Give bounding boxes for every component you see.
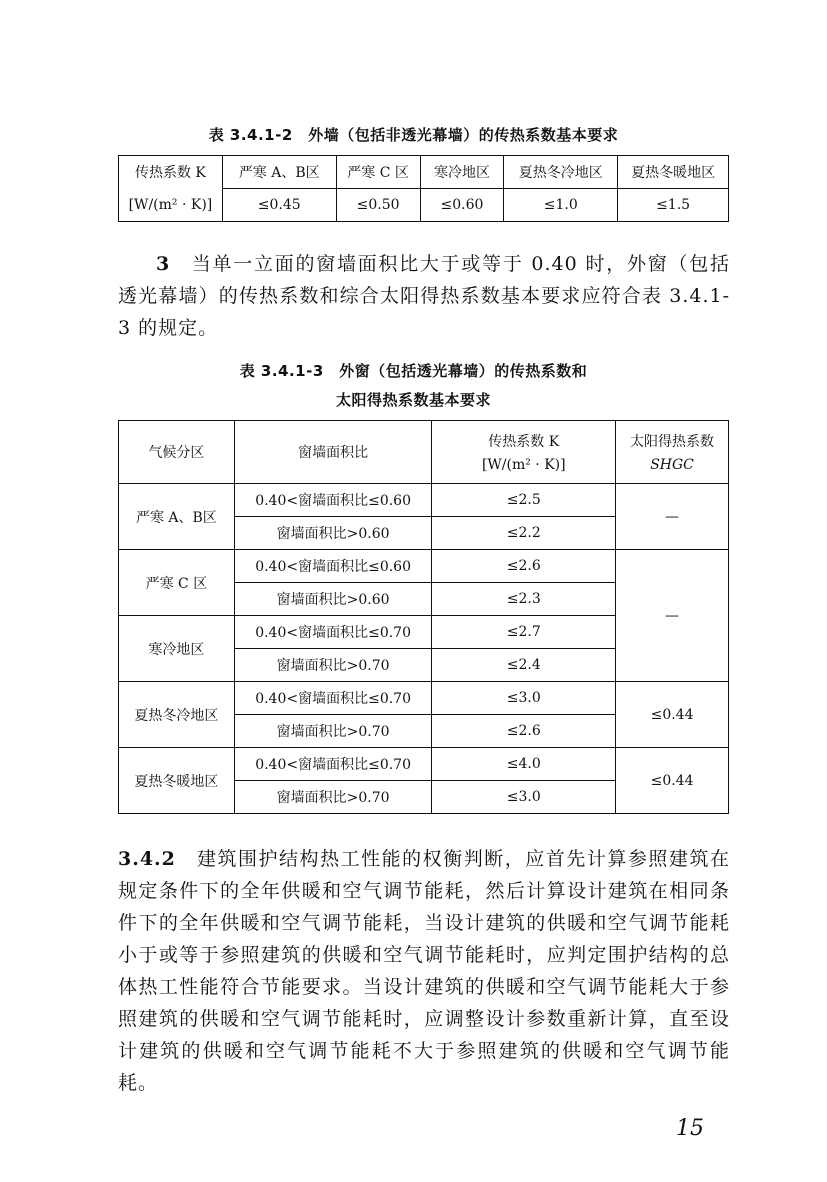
header-zone: 气候分区 [119, 421, 235, 484]
k-cell: ≤2.3 [432, 583, 616, 616]
ratio-cell: 窗墙面积比>0.70 [234, 715, 432, 748]
header-cell: 寒冷地区 [420, 156, 504, 189]
clause-3-4-2 [118, 843, 730, 1099]
zone-cell: 严寒 C 区 [119, 550, 235, 616]
k-cell: ≤3.0 [432, 781, 616, 814]
k-cell: ≤3.0 [432, 682, 616, 715]
header-shgc-abbr: SHGC [650, 457, 694, 473]
k-label-cell [119, 156, 223, 189]
k-cell: ≤2.7 [432, 616, 616, 649]
header-k [432, 421, 616, 484]
paragraph-3 [118, 248, 730, 344]
ratio-cell: 0.40<窗墙面积比≤0.60 [234, 484, 432, 517]
window-k-shgc-table [118, 420, 729, 814]
header-shgc-label: 太阳得热系数 [630, 434, 715, 450]
k-cell: ≤2.6 [432, 550, 616, 583]
ratio-cell: 窗墙面积比>0.60 [234, 517, 432, 550]
ratio-cell: 窗墙面积比>0.70 [234, 649, 432, 682]
zone-cell: 严寒 A、B区 [119, 484, 235, 550]
value-cell: ≤1.0 [504, 189, 618, 222]
header-cell: 严寒 A、B区 [222, 156, 336, 189]
clause-number: 3.4.2 [118, 848, 176, 870]
k-cell: ≤2.6 [432, 715, 616, 748]
wall-k-table [118, 155, 729, 222]
header-cell: 严寒 C 区 [336, 156, 420, 189]
value-cell: ≤0.45 [222, 189, 336, 222]
table1-caption: 表 3.4.1-2 外墙（包括非透光幕墙）的传热系数基本要求 [208, 126, 619, 144]
k-cell: ≤2.2 [432, 517, 616, 550]
table2-caption-line1: 表 3.4.1-3 外窗（包括透光幕墙）的传热系数和 [239, 362, 588, 380]
item-number: 3 [156, 253, 171, 275]
ratio-cell: 窗墙面积比>0.70 [234, 781, 432, 814]
header-cell: 夏热冬冷地区 [504, 156, 618, 189]
ratio-cell: 0.40<窗墙面积比≤0.70 [234, 748, 432, 781]
k-unit-cell: [W/(m² · K)] [119, 189, 223, 222]
shgc-cell: ≤0.44 [616, 682, 729, 748]
zone-cell: 夏热冬暖地区 [119, 748, 235, 814]
ratio-cell: 0.40<窗墙面积比≤0.70 [234, 616, 432, 649]
shgc-cell: — [616, 550, 729, 682]
page-number: 15 [676, 1116, 704, 1141]
ratio-cell: 0.40<窗墙面积比≤0.70 [234, 682, 432, 715]
header-k-label: 传热系数 K [488, 434, 560, 450]
shgc-cell: ≤0.44 [616, 748, 729, 814]
value-cell: ≤1.5 [618, 189, 729, 222]
clause-text: 建筑围护结构热工性能的权衡判断，应首先计算参照建筑在规定条件下的全年供暖和空气调节能耗，然后计算设计建筑在相同条件下的全年供暖和空气调节能耗，当设计建筑的供暖和空气调节能耗小于或等于参照建筑的供暖和空气调节能耗时，应判定围护结构的总体热工性能符合节能要求。当设计建筑的供暖和空气调节能耗大于参照建筑的供暖和空气调节能耗时，应调整设计参数重新计算，直至设计建筑的供暖和空气调节能耗不大于参照建筑的供暖和空气调节能耗。 [118, 848, 730, 1094]
header-k-unit: [W/(m² · K)] [481, 457, 566, 473]
k-cell: ≤2.5 [432, 484, 616, 517]
table2-caption-line2: 太阳得热系数基本要求 [335, 391, 491, 409]
value-cell: ≤0.50 [336, 189, 420, 222]
k-cell: ≤4.0 [432, 748, 616, 781]
ratio-cell: 窗墙面积比>0.60 [234, 583, 432, 616]
zone-cell: 寒冷地区 [119, 616, 235, 682]
ratio-cell: 0.40<窗墙面积比≤0.60 [234, 550, 432, 583]
k-label: 传热系数 K [134, 165, 206, 182]
k-cell: ≤2.4 [432, 649, 616, 682]
header-shgc [616, 421, 729, 484]
value-cell: ≤0.60 [420, 189, 504, 222]
zone-cell: 夏热冬冷地区 [119, 682, 235, 748]
header-ratio: 窗墙面积比 [234, 421, 432, 484]
shgc-cell: — [616, 484, 729, 550]
paragraph-text: 当单一立面的窗墙面积比大于或等于 0.40 时，外窗（包括透光幕墙）的传热系数和综合太阳得热系数基本要求应符合表 3.4.1-3 的规定。 [118, 253, 730, 339]
header-cell: 夏热冬暖地区 [618, 156, 729, 189]
